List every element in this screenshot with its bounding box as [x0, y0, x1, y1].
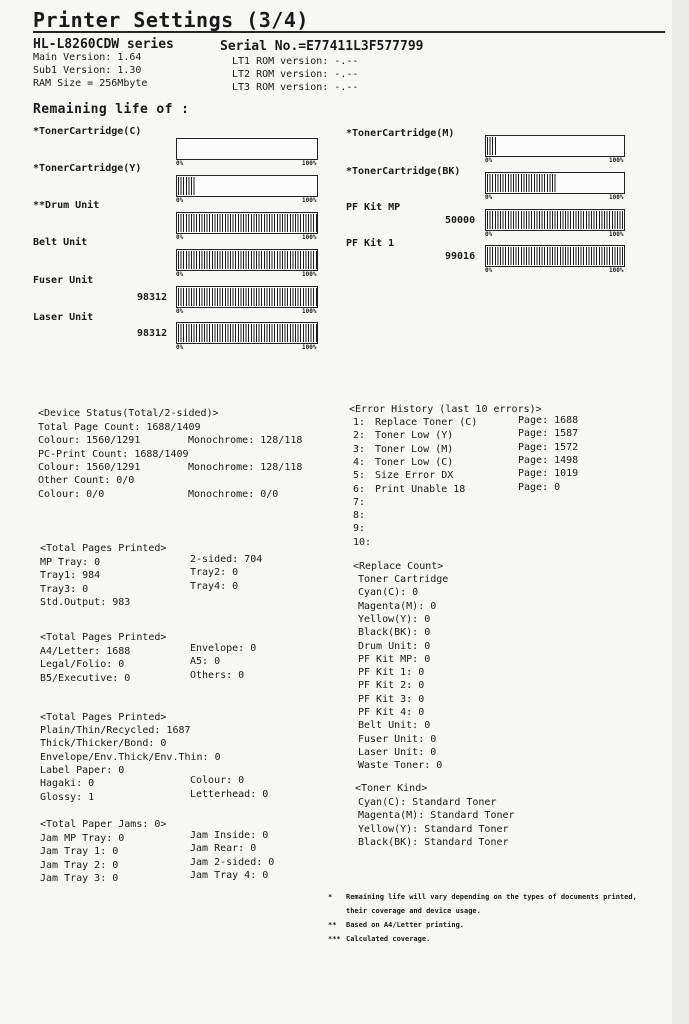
count-line-right: Jam Inside: 0 — [190, 830, 269, 841]
gauge-label: *TonerCartridge(C) — [33, 126, 142, 137]
error-number: 5: — [353, 470, 366, 482]
count-line: Legal/Folio: 0 — [40, 659, 125, 671]
life-gauge-fill — [178, 324, 317, 342]
count-line-right: Colour: 0 — [190, 775, 245, 787]
gauge-label: PF Kit MP — [346, 202, 401, 213]
count-line: Tray3: 0 — [40, 583, 89, 595]
count-line: Jam Tray 1: 0 — [40, 846, 119, 858]
count-line-right: Letterhead: 0 — [190, 788, 269, 800]
life-gauge-bar — [176, 286, 318, 308]
paper-jams-heading: <Total Paper Jams: 0> — [40, 819, 167, 830]
page-title: Printer Settings (3/4) — [33, 8, 309, 32]
life-gauge-bar — [176, 322, 318, 344]
life-gauge-fill — [178, 177, 195, 195]
count-line: A4/Letter: 1688 — [40, 646, 131, 657]
life-gauge-bar — [485, 135, 625, 157]
count-line: Thick/Thicker/Bond: 0 — [40, 738, 167, 750]
remaining-life-heading: Remaining life of : — [33, 102, 190, 117]
gauge-tick-end: 100% — [302, 160, 317, 167]
count-line: Envelope/Env.Thick/Env.Thin: 0 — [40, 751, 221, 763]
gauge-tick-start: 0% — [176, 234, 184, 241]
count-line: Plain/Thin/Recycled: 1687 — [40, 725, 191, 736]
error-number: 4: — [353, 456, 366, 468]
error-page: Page: 1572 — [518, 441, 579, 453]
replace-count-line: PF Kit 4: 0 — [358, 707, 425, 718]
model-name: HL-L8260CDW series — [33, 37, 174, 52]
footnote-text: their coverage and device usage. — [346, 907, 481, 915]
gauge-label: Belt Unit — [33, 237, 88, 248]
count-line: Jam MP Tray: 0 — [40, 833, 125, 844]
count-line-right: Jam Tray 4: 0 — [190, 869, 269, 881]
device-status-monochrome: Monochrome: 0/0 — [188, 488, 279, 500]
gauge-tick-end: 100% — [302, 234, 317, 241]
life-gauge-fill — [178, 251, 317, 269]
device-status-monochrome: Monochrome: 128/118 — [188, 461, 303, 473]
count-line: Tray1: 984 — [40, 570, 101, 582]
gauge-tick-end: 100% — [609, 157, 624, 164]
error-page: Page: 1587 — [518, 428, 579, 440]
replace-count-line: Laser Unit: 0 — [358, 746, 437, 758]
gauge-tick-end: 100% — [609, 267, 624, 274]
rom-version-line: LT3 ROM version: -.-- — [232, 82, 359, 93]
replace-count-line: Yellow(Y): 0 — [358, 613, 431, 625]
pages-by-media-heading: <Total Pages Printed> — [40, 712, 167, 723]
gauge-label: **Drum Unit — [33, 200, 100, 211]
serial-number: Serial No.=E77411L3F577799 — [220, 39, 424, 54]
gauge-label: *TonerCartridge(M) — [346, 128, 455, 139]
device-status-line: PC-Print Count: 1688/1409 — [38, 448, 189, 460]
toner-kind-line: Cyan(C): Standard Toner — [358, 797, 497, 808]
footnote-text: Calculated coverage. — [346, 935, 431, 943]
error-number: 7: — [353, 496, 366, 508]
count-line: Hagaki: 0 — [40, 778, 95, 790]
gauge-tick-start: 0% — [176, 308, 184, 315]
error-page: Page: 0 — [518, 481, 561, 493]
rom-version-line: LT1 ROM version: -.-- — [232, 56, 359, 67]
gauge-tick-end: 100% — [609, 231, 624, 238]
error-number: 9: — [353, 523, 366, 535]
count-line-right: 2-sided: 704 — [190, 554, 263, 565]
gauge-tick-start: 0% — [485, 267, 493, 274]
toner-kind-line: Magenta(M): Standard Toner — [358, 810, 515, 822]
footnote-mark: * — [328, 893, 333, 901]
toner-kind-heading: <Toner Kind> — [355, 783, 428, 794]
gauge-tick-start: 0% — [176, 160, 184, 167]
count-line-right: Jam 2-sided: 0 — [190, 856, 275, 868]
gauge-tick-start: 0% — [485, 231, 493, 238]
count-line: Label Paper: 0 — [40, 764, 125, 776]
life-gauge-fill — [487, 247, 624, 265]
life-gauge-fill — [487, 137, 497, 155]
gauge-label: Laser Unit — [33, 312, 94, 323]
replace-count-line: Drum Unit: 0 — [358, 640, 431, 652]
replace-count-line: Cyan(C): 0 — [358, 587, 419, 599]
footnote-text: Based on A4/Letter printing. — [346, 921, 465, 929]
replace-count-line: PF Kit 3: 0 — [358, 693, 425, 705]
life-gauge-bar — [485, 172, 625, 194]
rom-version-line: LT2 ROM version: -.-- — [232, 69, 359, 80]
replace-count-line: Fuser Unit: 0 — [358, 733, 437, 745]
count-line-right: Envelope: 0 — [190, 643, 257, 654]
title-rule — [33, 31, 665, 33]
error-number: 3: — [353, 443, 366, 455]
gauge-label: Fuser Unit — [33, 275, 94, 286]
error-page: Page: 1498 — [518, 454, 579, 466]
replace-count-line: Waste Toner: 0 — [358, 760, 443, 772]
device-status-heading: <Device Status(Total/2-sided)> — [38, 408, 219, 419]
footnote-mark: *** — [328, 935, 341, 943]
gauge-label: *TonerCartridge(Y) — [33, 163, 142, 174]
gauge-tick-start: 0% — [176, 271, 184, 278]
version-line: Main Version: 1.64 — [33, 52, 142, 63]
gauge-tick-end: 100% — [302, 271, 317, 278]
error-message: Toner Low (M) — [375, 443, 454, 455]
count-line-right: Tray4: 0 — [190, 580, 239, 592]
count-line: Jam Tray 2: 0 — [40, 859, 119, 871]
error-number: 8: — [353, 510, 366, 522]
count-line: Jam Tray 3: 0 — [40, 872, 119, 884]
replace-count-line: PF Kit MP: 0 — [358, 653, 431, 665]
device-status-monochrome: Monochrome: 128/118 — [188, 435, 303, 447]
device-status-line: Colour: 1560/1291 — [38, 435, 141, 447]
error-message: Toner Low (Y) — [375, 430, 454, 442]
toner-kind-line: Black(BK): Standard Toner — [358, 836, 509, 848]
footnote-text: Remaining life will vary depending on the types of documents printed, — [346, 893, 637, 901]
device-status-line: Other Count: 0/0 — [38, 475, 135, 487]
gauge-tick-end: 100% — [302, 308, 317, 315]
gauge-value: 50000 — [445, 215, 476, 226]
count-line-right: Others: 0 — [190, 669, 245, 681]
life-gauge-bar — [176, 138, 318, 160]
error-message: Size Error DX — [375, 470, 454, 482]
gauge-label: *TonerCartridge(BK) — [346, 166, 461, 177]
replace-count-line: Toner Cartridge — [358, 574, 449, 585]
count-line-right: Jam Rear: 0 — [190, 843, 257, 855]
life-gauge-bar — [176, 249, 318, 271]
error-page: Page: 1688 — [518, 415, 579, 426]
life-gauge-fill — [487, 174, 556, 192]
toner-kind-line: Yellow(Y): Standard Toner — [358, 823, 509, 835]
replace-count-line: Black(BK): 0 — [358, 627, 431, 639]
device-status-line: Colour: 0/0 — [38, 488, 105, 500]
version-line: RAM Size = 256Mbyte — [33, 78, 148, 89]
count-line-right: Tray2: 0 — [190, 567, 239, 579]
replace-count-line: PF Kit 2: 0 — [358, 680, 425, 692]
error-number: 10: — [353, 536, 372, 548]
count-line: Glossy: 1 — [40, 791, 95, 803]
error-number: 1: — [353, 417, 366, 428]
gauge-tick-start: 0% — [485, 157, 493, 164]
gauge-label: PF Kit 1 — [346, 238, 395, 249]
gauge-tick-start: 0% — [176, 197, 184, 204]
life-gauge-bar — [485, 209, 625, 231]
gauge-tick-start: 0% — [485, 194, 493, 201]
life-gauge-fill — [178, 288, 317, 306]
gauge-value: 98312 — [137, 292, 168, 303]
pages-by-tray-heading: <Total Pages Printed> — [40, 543, 167, 554]
count-line: Std.Output: 983 — [40, 596, 131, 608]
life-gauge-fill — [487, 211, 624, 229]
error-message: Toner Low (C) — [375, 456, 454, 468]
footnote-mark: ** — [328, 921, 337, 929]
gauge-tick-end: 100% — [302, 197, 317, 204]
replace-count-line: Belt Unit: 0 — [358, 720, 431, 732]
error-number: 2: — [353, 430, 366, 442]
gauge-tick-end: 100% — [609, 194, 624, 201]
error-message: Print Unable 18 — [375, 483, 466, 495]
life-gauge-bar — [485, 245, 625, 267]
gauge-tick-start: 0% — [176, 344, 184, 351]
device-status-line: Colour: 1560/1291 — [38, 461, 141, 473]
life-gauge-bar — [176, 175, 318, 197]
pages-by-size-heading: <Total Pages Printed> — [40, 632, 167, 643]
gauge-value: 99016 — [445, 251, 476, 262]
error-history-heading: <Error History (last 10 errors)> — [349, 404, 542, 415]
error-number: 6: — [353, 483, 366, 495]
version-line: Sub1 Version: 1.30 — [33, 65, 142, 76]
gauge-tick-end: 100% — [302, 344, 317, 351]
count-line-right: A5: 0 — [190, 656, 221, 668]
replace-count-line: Magenta(M): 0 — [358, 600, 437, 612]
device-status-line: Total Page Count: 1688/1409 — [38, 422, 201, 433]
gauge-value: 98312 — [137, 328, 168, 339]
life-gauge-fill — [178, 214, 317, 232]
life-gauge-bar — [176, 212, 318, 234]
replace-count-line: PF Kit 1: 0 — [358, 667, 425, 679]
count-line: B5/Executive: 0 — [40, 672, 131, 684]
replace-count-heading: <Replace Count> — [353, 561, 444, 572]
error-message: Replace Toner (C) — [375, 417, 478, 428]
error-page: Page: 1019 — [518, 468, 579, 480]
count-line: MP Tray: 0 — [40, 557, 101, 568]
